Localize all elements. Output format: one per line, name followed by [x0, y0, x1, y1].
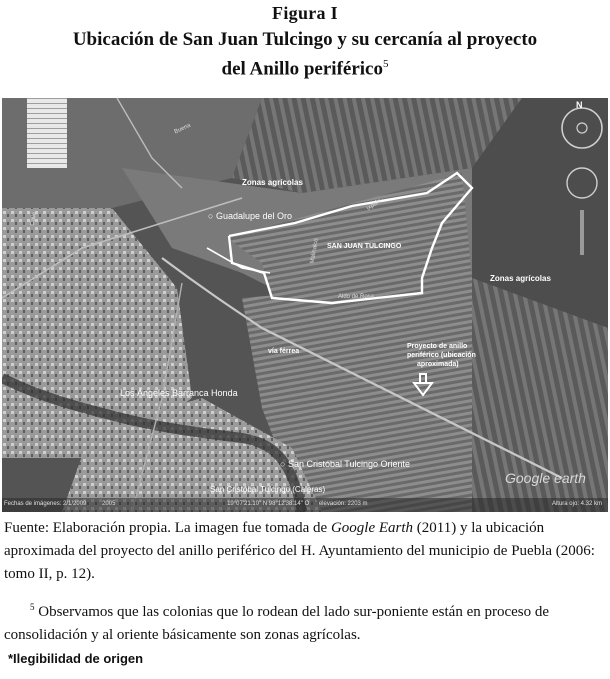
- map-label-street-3: Ixpalu: [365, 197, 383, 213]
- caption-part1: Fuente: Elaboración propia. La imagen fue tomada de: [4, 520, 331, 536]
- status-elevation: elevación: 2203 m: [318, 501, 368, 507]
- footnote-text: Observamos que las colonias que lo rodean del lado sur-poniente están en proceso de consolidación y al oriente básicamente son zonas agrícolas.: [4, 604, 550, 643]
- figure-label: Figura I: [272, 3, 338, 23]
- title-footnote-ref[interactable]: 5: [382, 58, 389, 70]
- footnote-number: 5: [30, 602, 35, 612]
- map-label-street-5: Aldo de Rosa: [338, 294, 375, 300]
- greenhouses: [27, 98, 67, 168]
- figure-title-line1: Ubicación de San Juan Tulcingo y su cercanía al proyecto: [72, 29, 538, 50]
- status-altitude: Altura ojo: 4.32 km: [551, 501, 602, 507]
- map-label-project: Proyecto de anillo periférico (ubicación aproximada): [407, 343, 476, 368]
- map-statusbar: [4, 501, 606, 511]
- illegibility-note: *Ilegibilidad de origen: [8, 651, 144, 666]
- map-label-san-cristobal-tulcingo: ○ San Cristóbal Tulcingo Oriente: [280, 459, 410, 469]
- status-year: 2005: [102, 501, 116, 507]
- map-label-street-1: Buena: [173, 122, 192, 136]
- map-label-los-angeles: Los Ángeles Barranca Honda: [120, 388, 238, 398]
- map-label-zonas-agricolas-2: Zonas agrícolas: [490, 274, 551, 283]
- map-label-guadalupe: ○ Guadalupe del Oro: [208, 211, 292, 221]
- map-svg: [2, 98, 608, 512]
- map-label-street-4: Malinalco: [309, 237, 320, 265]
- map-label-san-cristobal-caleras: San Cristóbal Tulcingo (Caleras): [210, 485, 326, 494]
- caption-part2: (2011) y la ubicación aproximada del proyecto del anillo periférico del H. Ayuntamiento del municipio de Puebla (2006: tomo II, p. 12).: [4, 520, 595, 582]
- map-label-via-ferrea: vía férrea: [268, 348, 300, 355]
- status-coords: 19°07'21.10" N 98°12'38.14" O: [227, 501, 310, 507]
- map-label-zonas-agricolas-1: Zonas agrícolas: [242, 178, 303, 187]
- google-earth-logo: Google earth: [505, 470, 586, 486]
- footnote: [4, 596, 604, 647]
- figure-title: [20, 28, 590, 81]
- figure-title-line2: del Anillo periférico: [221, 58, 383, 80]
- map-label-street-2: Calle: [29, 211, 38, 227]
- figure-caption: [4, 517, 604, 586]
- status-dates: Fechas de imágenes: 2/1/2009: [4, 501, 87, 507]
- satellite-map: [2, 98, 608, 512]
- caption-source: Google Earth: [330, 520, 414, 536]
- map-north-label: N: [576, 100, 583, 110]
- map-label-san-juan: SAN JUAN TULCINGO: [327, 243, 402, 250]
